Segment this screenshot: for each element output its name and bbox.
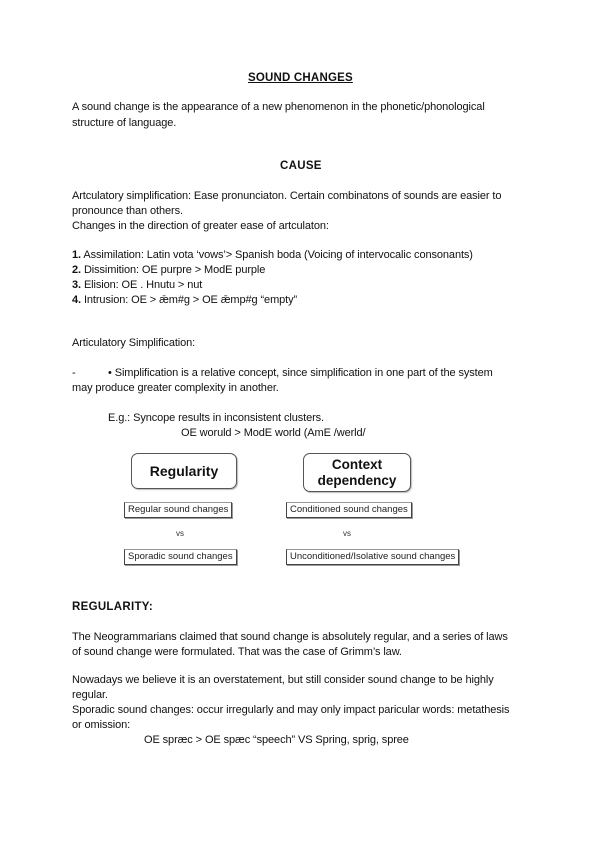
context-dependency-box-label [318, 457, 397, 489]
regularity-p2-line-1: Nowadays we believe it is an overstatement, but still consider sound change to be highly [72, 674, 494, 686]
cause-heading: CAUSE [280, 160, 322, 172]
intro-line-1: A sound change is the appearance of a new phenomenon in the phonetic/phonological [72, 101, 485, 113]
regularity-p3-line-2: or omission: [72, 719, 131, 731]
list-item [72, 278, 202, 293]
vs-label-left: vs [176, 529, 184, 538]
regularity-p2-line-2: regular. [72, 689, 108, 701]
list-text: Assimilation: Latin vota ‘vows’> Spanish boda (Voicing of intervocalic consonants) [80, 249, 473, 261]
list-item [72, 293, 297, 308]
intro-line-2: structure of language. [72, 117, 177, 129]
vs-label-right: vs [343, 529, 351, 538]
regularity-p3-line-1: Sporadic sound changes: occur irregularly and may only impact paricular words: metathesis [72, 704, 510, 716]
regularity-example: OE spræc > OE spæc “speech” VS Spring, sprig, spree [144, 734, 409, 746]
context-dependency-box [303, 453, 411, 492]
example-line-2: OE woruld > ModE world (AmE /werld/ [181, 427, 366, 439]
list-text: Elision: OE . Hnutu > nut [80, 279, 203, 291]
articulatory-heading: Articulatory Simplification: [72, 337, 196, 349]
conditioned-sound-changes-box: Conditioned sound changes [286, 502, 412, 518]
list-number: 1. [72, 249, 81, 261]
regularity-heading: REGULARITY: [72, 601, 154, 613]
list-item [72, 263, 265, 278]
list-text: Intrusion: OE > ǣm#g > OE ǣmp#g “empty” [80, 294, 298, 306]
example-line-1: E.g.: Syncope results in inconsistent clusters. [108, 412, 325, 424]
list-number: 3. [72, 279, 81, 291]
regularity-p1-line-2: of sound change were formulated. That was the case of Grimm’s law. [72, 646, 402, 658]
sporadic-sound-changes-box: Sporadic sound changes [124, 549, 237, 565]
cause-line-2: pronounce than others. [72, 205, 183, 217]
context-label-line-2: dependency [317, 472, 397, 488]
cause-line-1: Artculatory simplification: Ease pronunciaton. Certain combinatons of sounds are easier to [72, 190, 502, 202]
unconditioned-sound-changes-box: Unconditioned/Isolative sound changes [286, 549, 459, 565]
context-label-line-1: Context [331, 456, 383, 472]
regularity-p1-line-1: The Neogrammarians claimed that sound change is absolutely regular, and a series of laws [72, 631, 508, 643]
document-title: SOUND CHANGES [248, 72, 353, 84]
list-text: Dissimition: OE purpre > ModE purple [80, 264, 266, 276]
list-number: 4. [72, 294, 81, 306]
regularity-box-label: Regularity [149, 463, 219, 479]
list-item [72, 248, 473, 263]
bullet-line-2: may produce greater complexity in another. [72, 382, 279, 394]
cause-line-3: Changes in the direction of greater ease of artculaton: [72, 220, 329, 232]
bullet-line-1: • Simplification is a relative concept, since simplification in one part of the system [108, 367, 493, 379]
bullet-dash: - [72, 367, 76, 379]
regularity-box [131, 453, 237, 489]
list-number: 2. [72, 264, 81, 276]
regular-sound-changes-box: Regular sound changes [124, 502, 232, 518]
